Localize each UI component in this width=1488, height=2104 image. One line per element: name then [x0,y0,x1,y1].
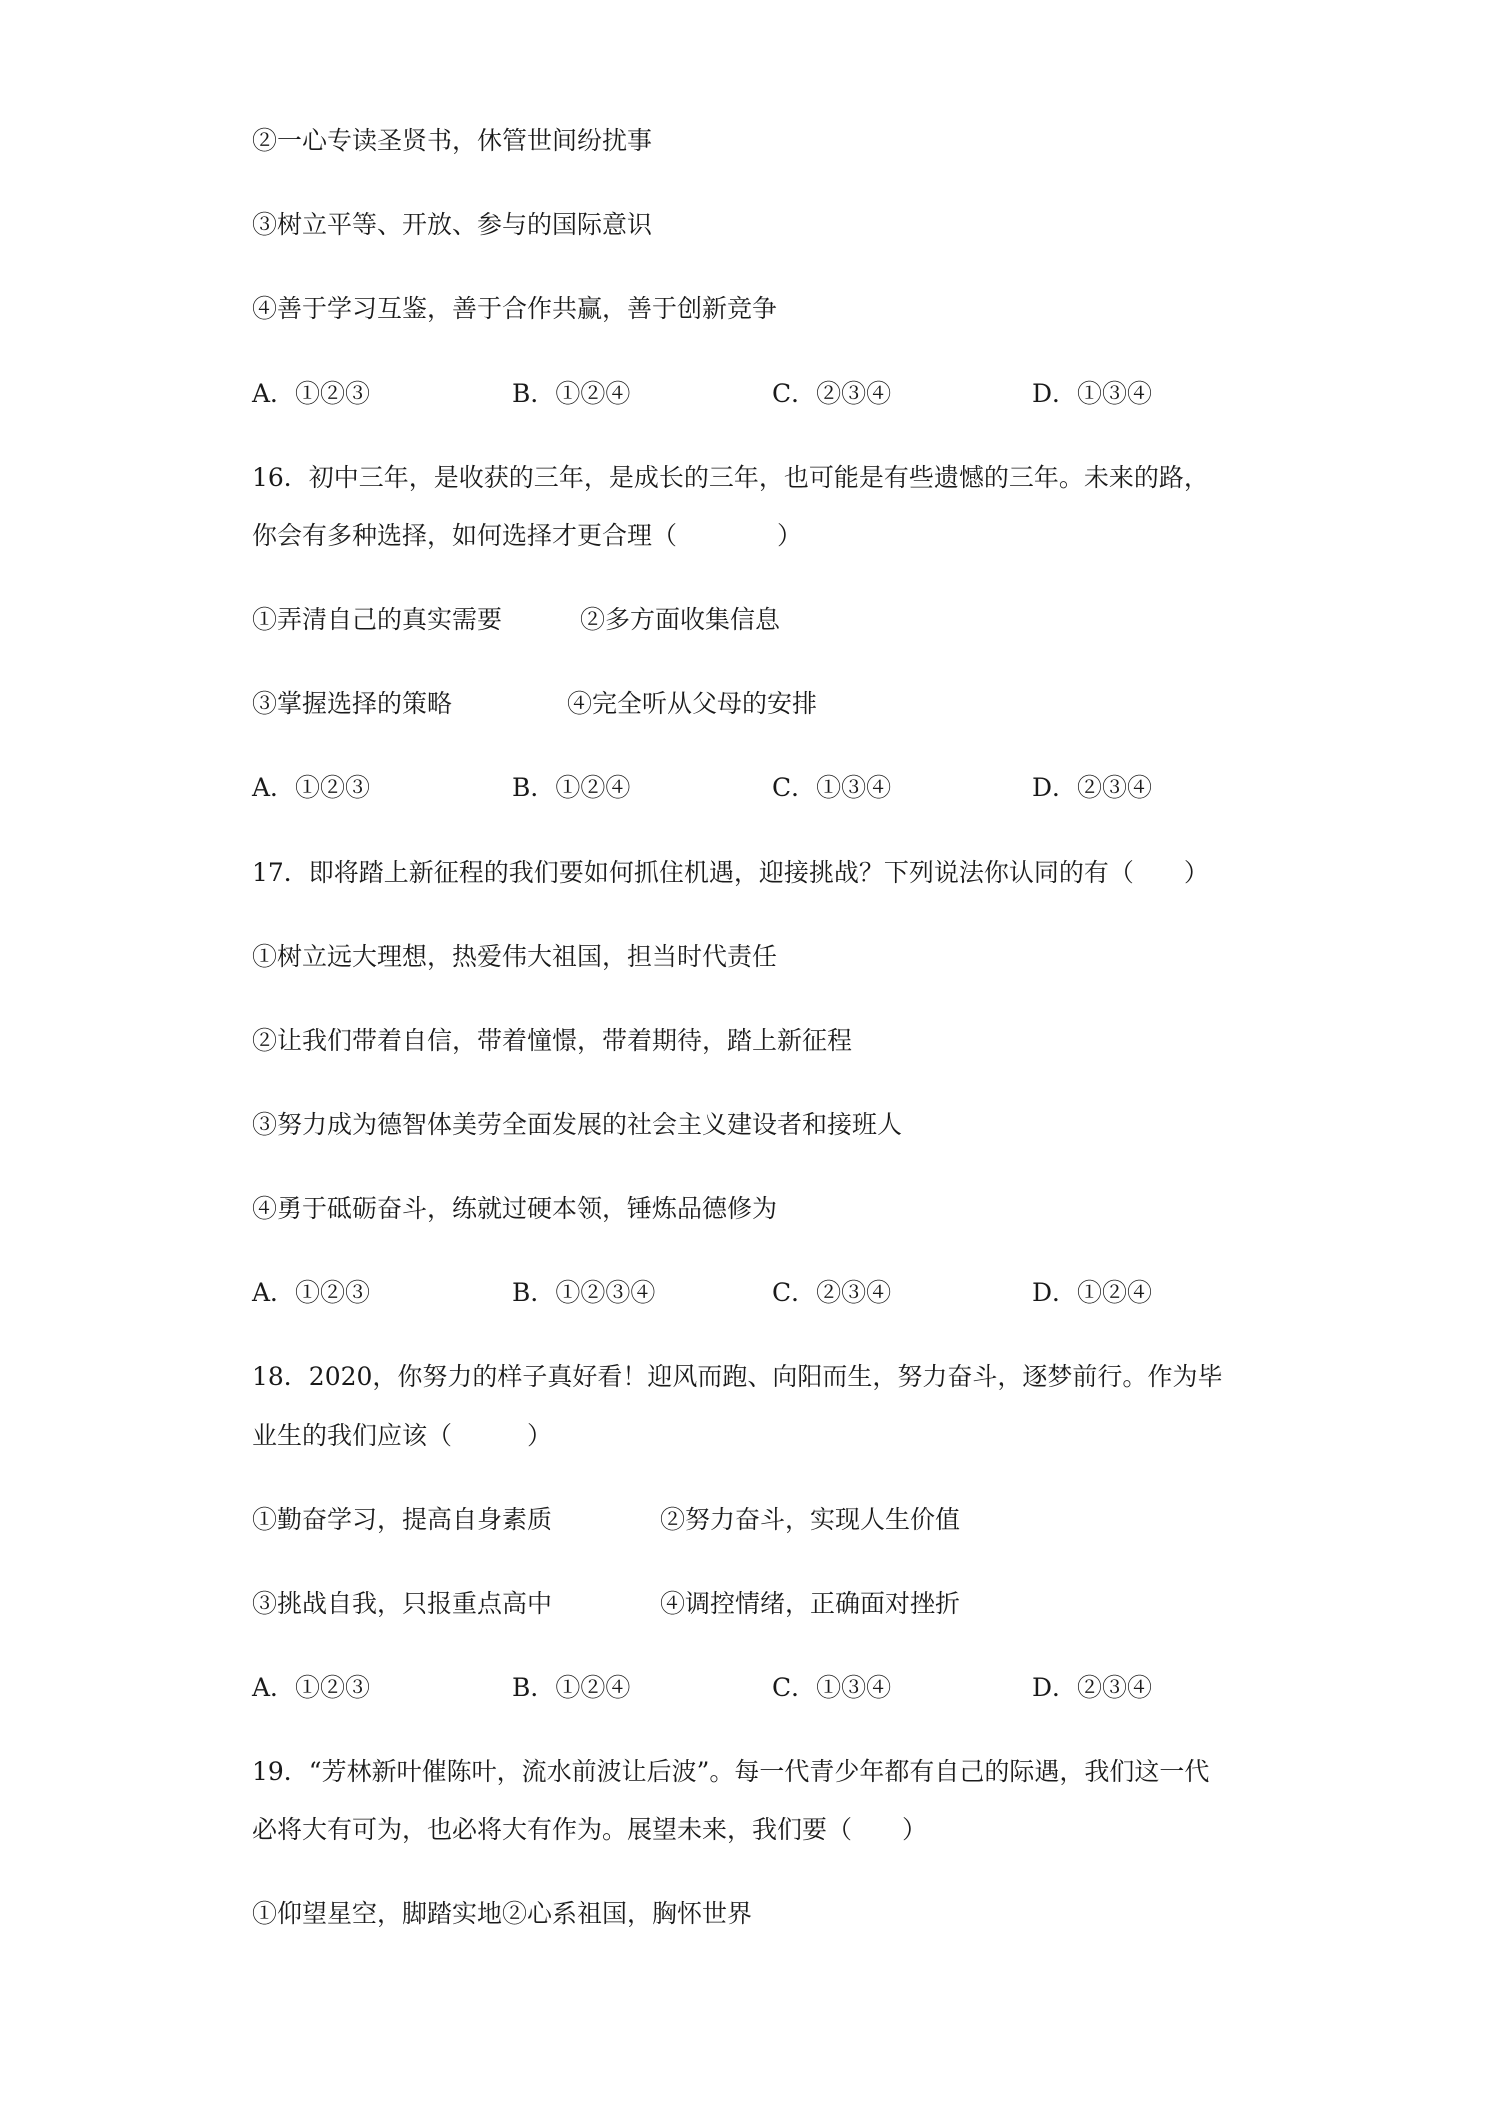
q15-option-a: A．①②③ [252,379,371,408]
q16-option-d: D．②③④ [1032,773,1153,802]
q17-item-3: ③努力成为德智体美劳全面发展的社会主义建设者和接班人 [252,1110,903,1139]
q16-item-2: ②多方面收集信息 [580,605,781,634]
q17-item-1: ①树立远大理想，热爱伟大祖国，担当时代责任 [252,942,778,971]
q17-stem-line-1: 17．即将踏上新征程的我们要如何抓住机遇，迎接挑战？下列说法你认同的有（ ） [252,858,1209,887]
q18-option-c: C．①③④ [772,1673,892,1702]
q15-item-4: ④善于学习互鉴，善于合作共赢，善于创新竞争 [252,294,778,323]
q17-option-b: B．①②③④ [512,1278,656,1307]
q19-stem-line-2: 必将大有可为，也必将大有作为。展望未来，我们要（ ） [252,1815,928,1844]
q17-item-4: ④勇于砥砺奋斗，练就过硬本领，锤炼品德修为 [252,1194,778,1223]
q16-option-b: B．①②④ [512,773,631,802]
q16-option-a: A．①②③ [252,773,371,802]
q16-item-3: ③掌握选择的策略 [252,689,453,718]
q17-item-2: ②让我们带着自信，带着憧憬，带着期待，踏上新征程 [252,1026,853,1055]
q16-item-4: ④完全听从父母的安排 [567,689,818,718]
q19-stem-line-1: 19．“芳林新叶催陈叶，流水前波让后波”。每一代青少年都有自己的际遇，我们这一代 [252,1757,1210,1786]
q16-option-c: C．①③④ [772,773,892,802]
q18-item-2: ②努力奋斗，实现人生价值 [660,1505,961,1534]
q15-option-b: B．①②④ [512,379,631,408]
q17-option-a: A．①②③ [252,1278,371,1307]
q19-item-1: ①仰望星空，脚踏实地②心系祖国，胸怀世界 [252,1899,753,1928]
q18-option-b: B．①②④ [512,1673,631,1702]
q16-stem-line-2: 你会有多种选择，如何选择才更合理（ ） [252,521,803,550]
q15-option-d: D．①③④ [1032,379,1153,408]
q18-item-4: ④调控情绪，正确面对挫折 [660,1589,961,1618]
q17-option-d: D．①②④ [1032,1278,1153,1307]
q16-item-1: ①弄清自己的真实需要 [252,605,503,634]
q18-stem-line-1: 18．2020，你努力的样子真好看！迎风而跑、向阳而生，努力奋斗，逐梦前行。作为毕 [252,1362,1223,1391]
q15-item-3: ③树立平等、开放、参与的国际意识 [252,210,653,239]
q18-item-1: ①勤奋学习，提高自身素质 [252,1505,553,1534]
q16-stem-line-1: 16．初中三年，是收获的三年，是成长的三年，也可能是有些遗憾的三年。未来的路， [252,463,1209,492]
q18-item-3: ③挑战自我，只报重点高中 [252,1589,553,1618]
q17-option-c: C．②③④ [772,1278,892,1307]
q15-item-2: ②一心专读圣贤书，休管世间纷扰事 [252,126,653,155]
q18-stem-line-2: 业生的我们应该（ ） [252,1421,553,1450]
q18-option-a: A．①②③ [252,1673,371,1702]
q15-option-c: C．②③④ [772,379,892,408]
q18-option-d: D．②③④ [1032,1673,1153,1702]
